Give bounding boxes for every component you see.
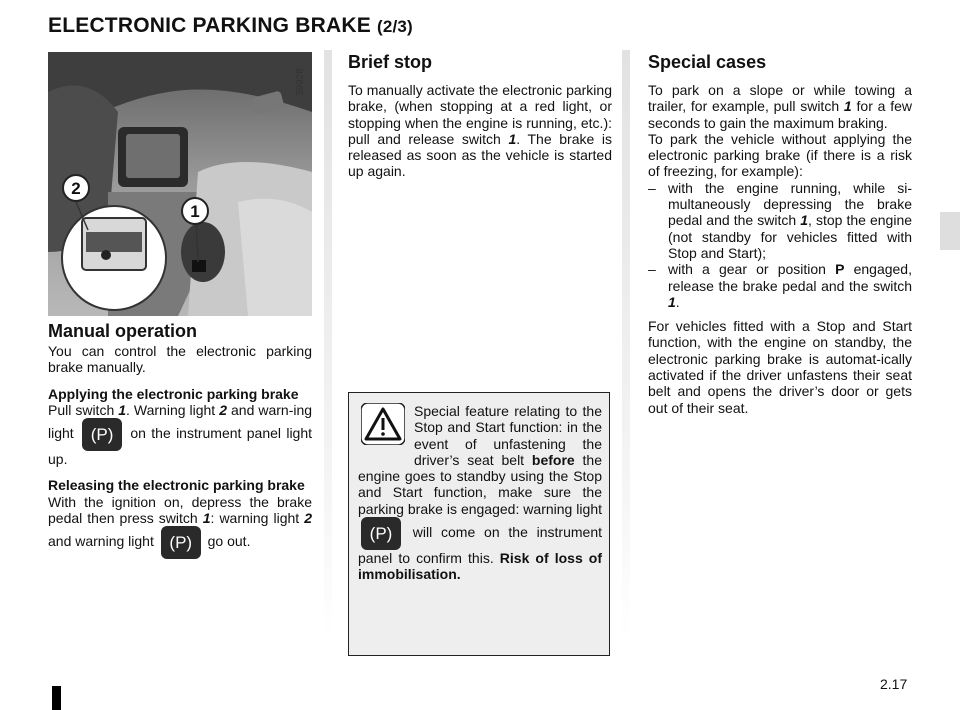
caution-emphasis: before [531, 451, 575, 468]
brief-stop-heading: Brief stop [348, 52, 433, 72]
switch-ref: 1 [843, 98, 852, 115]
text-run: with a gear or position [668, 261, 826, 278]
gear-position: P [835, 261, 845, 278]
text-run: Special feature relating to the Stop and Start function: in the event of unfastening the driver’s seat belt [414, 403, 602, 468]
text-run: . [675, 293, 680, 310]
list-dash: – [648, 261, 656, 278]
text-run: With the ignition on, depress the brake pedal then press switch [48, 493, 312, 527]
title-part: (2/3) [376, 17, 413, 36]
title-text: ELECTRONIC PARKING BRAKE [48, 14, 371, 37]
switch-ref: 1 [202, 510, 211, 527]
releasing-heading: Releasing the electronic parking brake [48, 477, 305, 494]
text-run: engaged, release the brake pedal and the switch [668, 261, 912, 294]
text-run: go out. [207, 533, 251, 550]
text-run: Pull switch [48, 401, 115, 418]
corner-mark [52, 686, 61, 710]
manual-operation-heading: Manual operation [48, 321, 198, 341]
light-ref: 2 [219, 401, 227, 418]
page-number: 2.17 [880, 676, 908, 692]
special-cases-p2: To park the vehicle without applying the electronic parking brake (if there is a risk of freezing, for example): [648, 130, 912, 180]
text-run: To manually activate the electronic parking brake, (when stopping at a red light, or stopping when the engine is running, etc.): pull and release switch [348, 82, 612, 147]
dashboard-figure [48, 52, 312, 316]
section-tab-marker [940, 212, 960, 250]
text-run: the engine goes to standby using the Stop and Start function, make sure the parking brake is engaged: warning light [358, 451, 602, 517]
parking-brake-warning-icon: (P) [361, 517, 401, 550]
parking-brake-warning-icon: (P) [161, 526, 201, 559]
special-cases-section [648, 52, 912, 416]
list-dash: – [648, 179, 656, 196]
caution-box [348, 392, 610, 656]
text-run: . The brake is released as soon as the vehicle is started up again. [348, 130, 613, 180]
column-separator [622, 50, 630, 640]
dashboard-illustration [48, 52, 312, 316]
manual-operation-section [48, 321, 312, 559]
figure-code: 39928 [295, 68, 306, 96]
text-run: will come on the instrument panel to confirm this. [358, 524, 602, 567]
parking-brake-warning-icon: (P) [82, 418, 122, 451]
text-run: . Warning light [126, 401, 216, 418]
switch-ref: 1 [668, 293, 676, 310]
switch-ref: 1 [118, 401, 127, 418]
text-run: To park on a slope or while towing a trailer, for example, pull switch [648, 82, 912, 115]
releasing-text [48, 494, 312, 560]
manual-operation-intro: You can control the electronic parking brake manually. [48, 343, 312, 376]
special-cases-p1 [648, 82, 912, 131]
applying-text [48, 402, 312, 468]
text-run: with the engine running, while si-multaneously depressing the brake pedal and the switch [668, 179, 912, 229]
special-cases-heading: Special cases [648, 52, 767, 72]
callout-1: 1 [190, 202, 200, 221]
list-item [648, 180, 912, 261]
brief-stop-section [348, 52, 612, 180]
text-run: , stop the engine (not standby for vehicles fitted with Stop and Start); [668, 212, 913, 261]
text-run: and warn-ing light [48, 401, 313, 442]
list-item [648, 261, 912, 310]
text-run: : warning light [210, 510, 300, 527]
switch-ref: 1 [800, 212, 808, 229]
special-cases-p3: For vehicles fitted with a Stop and Start function, with the engine on standby, the electronic parking brake is automat-ically activated if the driver unfastens their seat belt and opens the driver’s door or gets out of their seat. [648, 318, 912, 416]
page-title [48, 14, 413, 38]
column-separator [324, 50, 332, 640]
caution-text [358, 403, 602, 583]
text-run: on the instrument panel light up. [48, 425, 313, 468]
text-run: for a few seconds to gain the maximum braking. [648, 98, 913, 131]
switch-ref: 1 [508, 130, 517, 147]
light-ref: 2 [304, 510, 313, 527]
callout-2: 2 [71, 179, 81, 198]
caution-risk: Risk of loss of immobilisation. [358, 550, 603, 583]
text-run: and warning light [48, 533, 154, 550]
brief-stop-text [348, 82, 612, 180]
applying-heading: Applying the electronic parking brake [48, 385, 299, 402]
